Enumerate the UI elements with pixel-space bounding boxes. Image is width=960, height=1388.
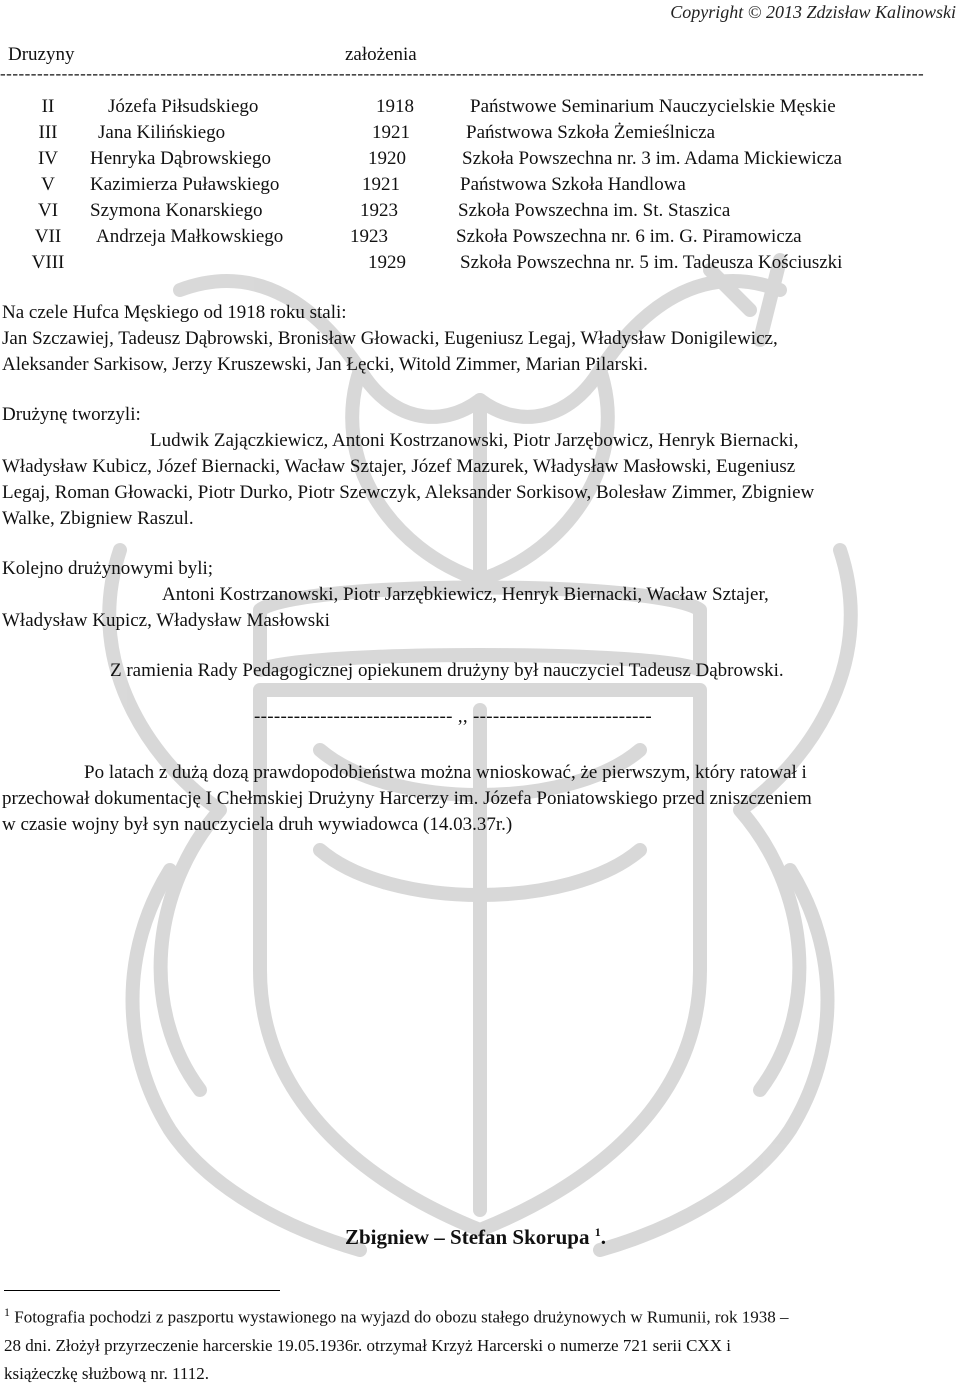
troop-school: Szkoła Powszechna nr. 5 im. Tadeusza Kościuszki — [460, 252, 843, 273]
troop-number: VI — [37, 200, 59, 221]
header-druzyny: Druzyny — [8, 44, 75, 65]
troop-number: II — [41, 96, 55, 117]
hufiec-intro: Na czele Hufca Męskiego od 1918 roku stali: — [2, 302, 347, 323]
leaders-intro: Kolejno drużynowymi byli; — [2, 558, 214, 579]
troop-number: V — [41, 174, 55, 195]
table-row — [0, 122, 960, 148]
troop-year: 1921 — [372, 122, 410, 143]
troop-patron: Andrzeja Małkowskiego — [96, 226, 284, 247]
troop-patron: Szymona Konarskiego — [90, 200, 263, 221]
footnote-ref: 1 — [594, 1225, 601, 1239]
troop-number: VIII — [31, 252, 65, 273]
troop-patron: Jana Kilińskiego — [98, 122, 226, 143]
author-signature — [345, 1225, 606, 1250]
members-intro: Drużynę tworzyli: — [2, 404, 141, 425]
troop-number: VII — [34, 226, 62, 247]
closing-line: w czasie wojny był syn nauczyciela druh wywiadowca (14.03.37r.) — [2, 814, 513, 835]
troop-school: Szkoła Powszechna im. St. Staszica — [458, 200, 731, 221]
table-rule: ------------------------------------------------------------------------------------------------------------------------------------------------------ — [0, 64, 925, 83]
footnote-line: 28 dni. Złożył przyrzeczenie harcerskie 19.05.1936r. otrzymał Krzyż Harcerski o numerze 721 serii CXX i — [4, 1335, 731, 1355]
table-row — [0, 200, 960, 226]
closing-paragraph — [0, 760, 956, 838]
table-row — [0, 252, 960, 278]
footnote-number: 1 — [4, 1305, 10, 1319]
troop-patron: Henryka Dąbrowskiego — [90, 148, 271, 169]
header-zalozenia: założenia — [345, 44, 417, 65]
table-row — [0, 174, 960, 200]
hufiec-leaders-paragraph — [0, 300, 956, 378]
members-line: Legaj, Roman Głowacki, Piotr Durko, Piotr Szewczyk, Aleksander Sorkisow, Bolesław Zimmer, Zbigniew — [2, 482, 815, 503]
author-name: Zbigniew – Stefan Skorupa — [345, 1225, 590, 1249]
footnote-divider — [4, 1290, 280, 1291]
troop-school: Państwowa Szkoła Handlowa — [460, 174, 686, 195]
table-row — [0, 226, 960, 252]
opiekun-paragraph — [0, 658, 956, 684]
troop-year: 1920 — [368, 148, 406, 169]
footnote — [4, 1298, 954, 1388]
copyright-notice: Copyright © 2013 Zdzisław Kalinowski — [670, 2, 956, 22]
members-line: Władysław Kubicz, Józef Biernacki, Wacław Sztajer, Józef Mazurek, Władysław Masłowski, Eugeniusz — [2, 456, 796, 477]
troop-year: 1923 — [360, 200, 398, 221]
troop-year: 1921 — [362, 174, 400, 195]
troop-number: III — [38, 122, 58, 143]
leaders-line: Władysław Kupicz, Władysław Masłowski — [2, 610, 330, 631]
table-row — [0, 96, 960, 122]
leaders-paragraph — [0, 556, 956, 634]
troop-patron: Kazimierza Puławskiego — [90, 174, 280, 195]
members-line: Walke, Zbigniew Raszul. — [2, 508, 194, 529]
troop-year: 1923 — [350, 226, 388, 247]
footnote-line: książeczkę służbową nr. 1112. — [4, 1363, 210, 1383]
closing-line: Po latach z dużą dozą prawdopodobieństwa można wnioskować, że pierwszym, który ratował i — [84, 762, 807, 783]
troop-school: Szkoła Powszechna nr. 3 im. Adama Mickiewicza — [462, 148, 842, 169]
table-row — [0, 148, 960, 174]
footnote-line — [4, 1298, 954, 1332]
opiekun-line: Z ramienia Rady Pedagogicznej opiekunem drużyny był nauczyciel Tadeusz Dąbrowski. — [110, 660, 784, 681]
leaders-line: Antoni Kostrzanowski, Piotr Jarzębkiewicz, Henryk Biernacki, Wacław Sztajer, — [162, 584, 769, 605]
footnote-text: Fotografia pochodzi z paszportu wystawionego na wyjazd do obozu stałego drużynowych w Rumunii, rok 1938 – — [14, 1307, 789, 1327]
members-paragraph — [0, 402, 956, 532]
troop-school: Państwowe Seminarium Nauczycielskie Męskie — [470, 96, 836, 117]
troop-patron: Józefa Piłsudskiego — [108, 96, 259, 117]
signature-end: . — [600, 1225, 606, 1249]
troop-number: IV — [37, 148, 59, 169]
troop-school: Państwowa Szkoła Żemieślnicza — [466, 122, 716, 143]
troop-school: Szkoła Powszechna nr. 6 im. G. Piramowicza — [456, 226, 802, 247]
members-line: Ludwik Zajączkiewicz, Antoni Kostrzanowski, Piotr Jarzębowicz, Henryk Biernacki, — [150, 430, 799, 451]
hufiec-line: Aleksander Sarkisow, Jerzy Kruszewski, Jan Łęcki, Witold Zimmer, Marian Pilarski. — [2, 354, 648, 375]
troop-year: 1918 — [376, 96, 414, 117]
troop-year: 1929 — [368, 252, 406, 273]
closing-line: przechował dokumentację I Chełmskiej Drużyny Harcerzy im. Józefa Poniatowskiego przed zniszczeniem — [2, 788, 812, 809]
section-separator: ------------------------------ ,, --------------------------- — [254, 706, 652, 727]
hufiec-line: Jan Szczawiej, Tadeusz Dąbrowski, Bronisław Głowacki, Eugeniusz Legaj, Władysław Donigilewicz, — [2, 328, 778, 349]
